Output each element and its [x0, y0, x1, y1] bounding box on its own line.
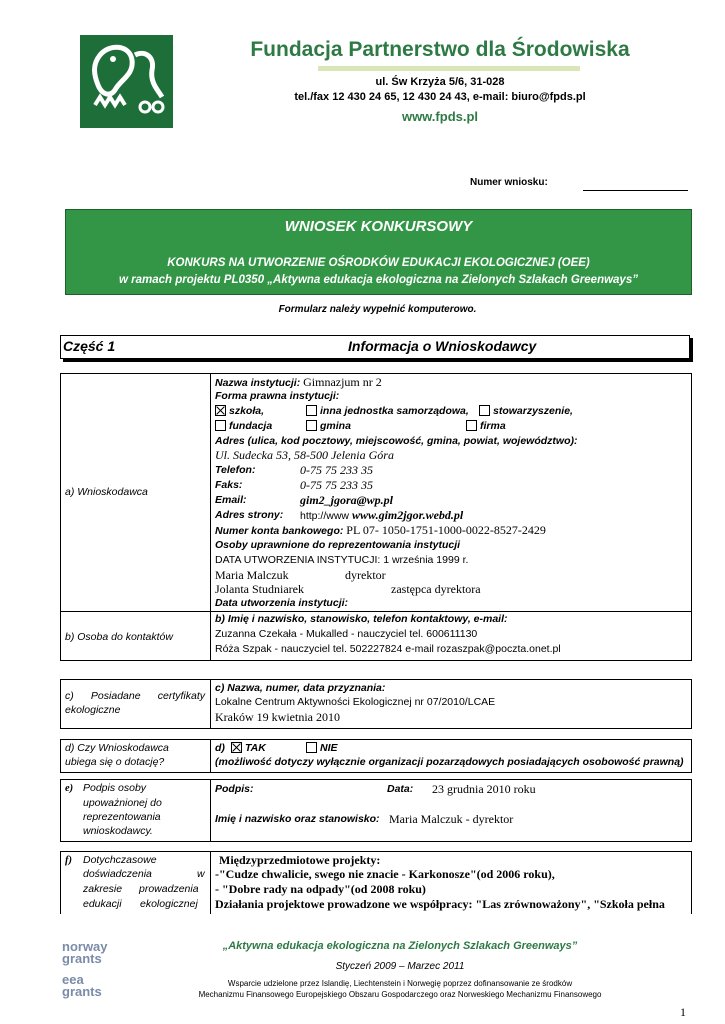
data-utworzenia-label: Data utworzenia instytucji: [215, 597, 349, 609]
section-c-header: c) Nazwa, numer, data przyznania: [215, 682, 386, 694]
section-d-prefix: d) [215, 742, 225, 754]
page-number: 1 [680, 1005, 686, 1019]
section-c-content [211, 680, 691, 728]
section-a-label-cell [61, 374, 211, 611]
foundation-logo [80, 35, 173, 128]
signature-table [60, 779, 692, 842]
footer-project-title: „Aktywna edukacja ekologiczna na Zielonych Szlakach Greenways” [222, 940, 578, 952]
section-b-header: b) Imię i nazwisko, stanowisko, telefon kontaktowy, e-mail: [215, 613, 508, 625]
section-f-label-3b: prowadzenia [139, 883, 199, 895]
opt-gmina-label: gmina [320, 420, 351, 432]
www-value[interactable]: www.gim2jgor.webd.pl [349, 508, 464, 522]
section-e-label-4: wnioskodawcy. [83, 825, 153, 837]
experience-table [60, 851, 692, 914]
opt-jst-label: inna jednostka samorządowa, [320, 405, 469, 417]
konto-label: Numer konta bankowego: [215, 525, 344, 537]
faks-value[interactable]: 0-75 75 233 35 [300, 478, 373, 492]
norway-grants-logo [62, 941, 108, 965]
form-subtitle-2: w ramach projektu PL0350 „Aktywna edukacja ekologiczna na Zielonych Szlakach Greenways” [119, 274, 638, 286]
part-title: Informacja o Wnioskodawcy [348, 338, 537, 354]
faks-label: Faks: [215, 479, 243, 491]
adres-value[interactable]: Ul. Sudecka 53, 58-500 Jelenia Góra [215, 448, 394, 462]
section-e-label-cell [61, 780, 211, 841]
konto-value[interactable]: PL 07- 1050-1751-1000-0022-8527-2429 [346, 523, 546, 537]
contact-2[interactable]: Róża Szpak - nauczyciel tel. 502227824 e-mail rozaszpak@poczta.onet.pl [215, 643, 561, 655]
section-c-label-cell [61, 680, 211, 728]
data-value[interactable]: 23 grudnia 2010 roku [432, 782, 536, 796]
imie-label: Imię i nazwisko oraz stanowisko: [215, 813, 380, 825]
forma-label: Forma prawna instytucji: [215, 390, 340, 402]
section-f-label-cell [61, 852, 211, 914]
section-f-label-4a: edukacji [83, 898, 122, 910]
certificate-name[interactable]: Lokalne Centrum Aktywności Ekologicznej nr 07/2010/LCAE [215, 696, 496, 708]
norway-grants-line-1: norway [62, 939, 108, 954]
nie-label: NIE [320, 742, 338, 754]
bird-logo-icon [80, 35, 173, 128]
grant-table [60, 739, 692, 773]
section-e-label-2: upoważnionej do [83, 797, 162, 809]
projects-heading: Międzyprzedmiotowe projekty: [219, 853, 381, 867]
adres-label: Adres (ulica, kod pocztowy, miejscowość, gmina, powiat, województwo): [215, 435, 578, 447]
www-label: Adres strony: [215, 509, 284, 521]
part-header [60, 335, 690, 359]
role-2: zastępca dyrektora [391, 582, 481, 596]
form-banner [65, 209, 692, 295]
checkbox-tak[interactable] [231, 742, 242, 753]
data-utworzenia-line: DATA UTWORZENIA INSTYTUCJI: 1 września 1999 r. [215, 554, 469, 566]
telefon-value[interactable]: 0-75 75 233 35 [300, 463, 373, 477]
footer-support-1: Wsparcie udzielone przez Islandię, Liechtenstein i Norwegię poprzez dofinansowanie ze środków [227, 979, 573, 988]
opt-stow-label: stowarzyszenie, [493, 405, 573, 417]
section-d-content [211, 740, 691, 772]
footer-date: Styczeń 2009 – Marzec 2011 [335, 961, 465, 972]
section-b-label-cell [61, 611, 211, 660]
certificates-table [60, 679, 692, 729]
section-f-label-2b: w [197, 868, 205, 880]
project-3: Działania projektowe prowadzone we współpracy: "Las zrównoważony", "Szkoła pełna [215, 897, 665, 911]
certificate-date[interactable]: Kraków 19 kwietnia 2010 [215, 710, 340, 724]
applicant-table [60, 373, 692, 661]
data-label: Data: [387, 783, 414, 795]
org-address: ul. Św Krzyża 5/6, 31-028 [375, 76, 505, 88]
nazwa-label: Nazwa instytucji: [215, 377, 301, 389]
section-f-label-2a: doświadczenia [83, 868, 152, 880]
section-d-label-cell [61, 740, 211, 772]
norway-grants-line-2: grants [62, 951, 102, 966]
opt-fundacja-label: fundacja [229, 420, 273, 432]
checkbox-szkola[interactable] [215, 405, 226, 416]
checkbox-gmina[interactable] [306, 420, 317, 431]
role-1: dyrektor [345, 568, 386, 582]
opt-szkola-label: szkoła, [229, 405, 265, 417]
www-prefix: http://www [300, 510, 350, 522]
telefon-label: Telefon: [215, 464, 256, 476]
section-f-content [211, 852, 691, 914]
form-title: WNIOSEK KONKURSOWY [284, 218, 473, 235]
section-a-content [211, 374, 691, 611]
form-note: Formularz należy wypełnić komputerowo. [278, 304, 477, 315]
section-f-prefix: f) [65, 855, 72, 866]
section-d-label-2: ubiega się o dotację? [65, 756, 165, 768]
osoby-label: Osoby uprawnione do reprezentowania instytucji [215, 539, 461, 551]
section-b-label: b) Osoba do kontaktów [65, 631, 173, 643]
section-f-label-1: Dotychczasowe [83, 854, 157, 866]
section-f-label-4b: ekologicznej [140, 898, 198, 910]
nazwa-value[interactable]: Gimnazjum nr 2 [303, 375, 382, 389]
contact-1[interactable]: Zuzanna Czekała - Mukalled - nauczyciel tel. 600611130 [215, 628, 478, 640]
checkbox-fundacja[interactable] [215, 420, 226, 431]
section-f-label-3a: zakresie [83, 883, 123, 895]
application-number-label: Numer wniosku: [470, 177, 548, 188]
eea-grants-logo [62, 974, 102, 998]
title-underline [318, 66, 580, 71]
person-2: Jolanta Studniarek [215, 582, 304, 596]
eea-grants-line-1: eea [62, 972, 84, 987]
org-title: Fundacja Partnerstwo dla Środowiska [250, 38, 630, 61]
org-website: www.fpds.pl [401, 109, 479, 124]
footer-support-2: Mechanizmu Finansowego Europejskiego Obszaru Gospodarczego oraz Norweskiego Mechanizmu Finansowego [198, 990, 602, 999]
project-1: -"Cudze chwalicie, swego nie znacie - Karkonosze"(od 2006 roku), [215, 867, 555, 881]
section-d-label-1: d) Czy Wnioskodawca [65, 742, 169, 754]
checkbox-stowarzyszenie[interactable] [479, 405, 490, 416]
section-e-content [211, 780, 691, 841]
checkbox-firma[interactable] [466, 420, 477, 431]
email-label: Email: [215, 494, 247, 506]
checkbox-nie[interactable] [306, 742, 317, 753]
section-e-label-1: Podpis osoby [83, 782, 147, 794]
form-subtitle-1: KONKURS NA UTWORZENIE OŚRODKÓW EDUKACJI EKOLOGICZNEJ (OEE) [167, 257, 590, 269]
imie-value[interactable]: Maria Malczuk - dyrektor [389, 812, 514, 826]
person-1: Maria Malczuk [215, 568, 289, 582]
section-b-content [211, 611, 691, 660]
application-number-field[interactable] [583, 190, 688, 191]
project-2: - "Dobre rady na odpady"(od 2008 roku) [215, 882, 426, 896]
podpis-label: Podpis: [215, 783, 254, 795]
section-e-prefix: e) [65, 783, 74, 794]
checkbox-jst[interactable] [306, 405, 317, 416]
section-e-label-3: reprezentowania [83, 811, 161, 823]
section-a-label: a) Wnioskodawca [65, 486, 148, 498]
tak-label: TAK [245, 742, 266, 754]
section-c-label: c) Posiadane certyfikaty ekologiczne [65, 690, 205, 716]
part-number: Część 1 [63, 338, 116, 354]
opt-firma-label: firma [480, 420, 506, 432]
org-contact: tel./fax 12 430 24 65, 12 430 24 43, e-mail: biuro@fpds.pl [294, 91, 586, 103]
email-value[interactable]: gim2_jgora@wp.pl [300, 493, 393, 507]
eea-grants-line-2: grants [62, 984, 102, 999]
section-d-note: (możliwość dotyczy wyłącznie organizacji pozarządowych posiadających osobowość prawną) [215, 756, 684, 768]
